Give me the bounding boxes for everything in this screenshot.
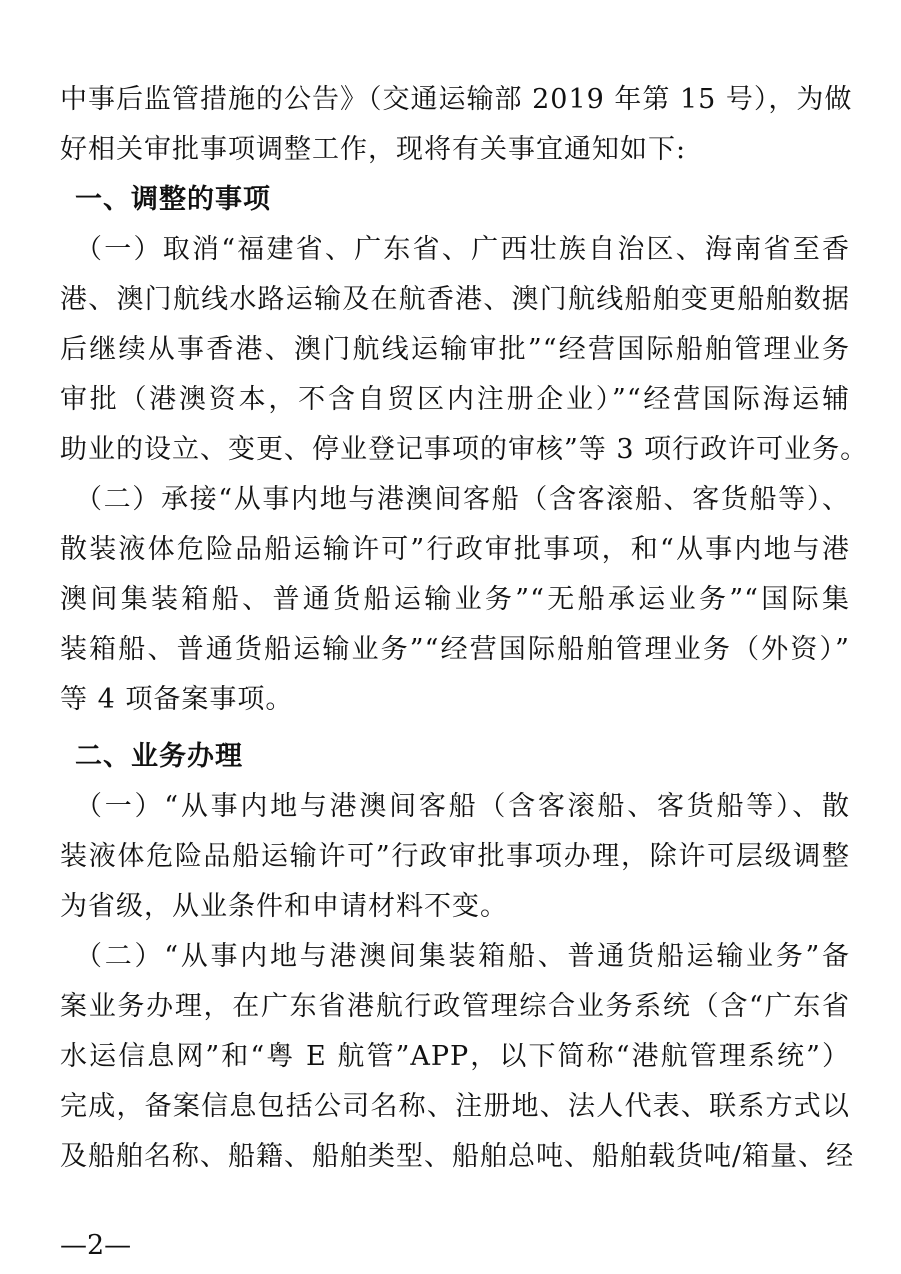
text-line: 港、澳门航线水路运输及在航香港、澳门航线船舶变更船舶数据	[60, 284, 850, 315]
text-line: 水运信息网”和“粤 E 航管”APP，以下简称“港航管理系统”）	[60, 1041, 850, 1072]
text-line: （一）“从事内地与港澳间客船（含客滚船、客货船等）、散	[75, 791, 850, 822]
text-line: 后继续从事香港、澳门航线运输审批”“经营国际船舶管理业务	[60, 334, 850, 365]
text-line: 装液体危险品船运输许可”行政审批事项办理，除许可层级调整	[60, 841, 850, 872]
text-line: 中事后监管措施的公告》（交通运输部 2019 年第 15 号），为做	[60, 84, 853, 115]
text-line: 及船舶名称、船籍、船舶类型、船舶总吨、船舶载货吨/箱量、经	[60, 1141, 855, 1172]
text-line: 案业务办理，在广东省港航行政管理综合业务系统（含“广东省	[60, 991, 850, 1022]
text-line: 为省级，从业条件和申请材料不变。	[60, 891, 508, 922]
text-line: 审批（港澳资本，不含自贸区内注册企业）”“经营国际海运辅	[60, 384, 850, 415]
text-line: 助业的设立、变更、停业登记事项的审核”等 3 项行政许可业务。	[60, 434, 869, 465]
section-heading-adjustments: 一、调整的事项	[75, 184, 271, 215]
text-line: （二）“从事内地与港澳间集装箱船、普通货船运输业务”备	[75, 941, 850, 972]
text-line: 散装液体危险品船运输许可”行政审批事项，和“从事内地与港	[60, 534, 850, 565]
text-line: （二）承接“从事内地与港澳间客船（含客滚船、客货船等）、	[75, 484, 850, 515]
text-line: （一）取消“福建省、广东省、广西壮族自治区、海南省至香	[75, 234, 850, 265]
text-line: 澳间集装箱船、普通货船运输业务”“无船承运业务”“国际集	[60, 584, 850, 615]
text-line: 好相关审批事项调整工作，现将有关事宜通知如下:	[60, 134, 687, 165]
section-heading-business-handling: 二、业务办理	[75, 741, 243, 772]
text-line: 完成，备案信息包括公司名称、注册地、法人代表、联系方式以	[60, 1091, 850, 1122]
page-number: —2—	[60, 1230, 132, 1261]
text-line: 等 4 项备案事项。	[60, 684, 294, 715]
text-line: 装箱船、普通货船运输业务”“经营国际船舶管理业务（外资）”	[60, 634, 850, 665]
